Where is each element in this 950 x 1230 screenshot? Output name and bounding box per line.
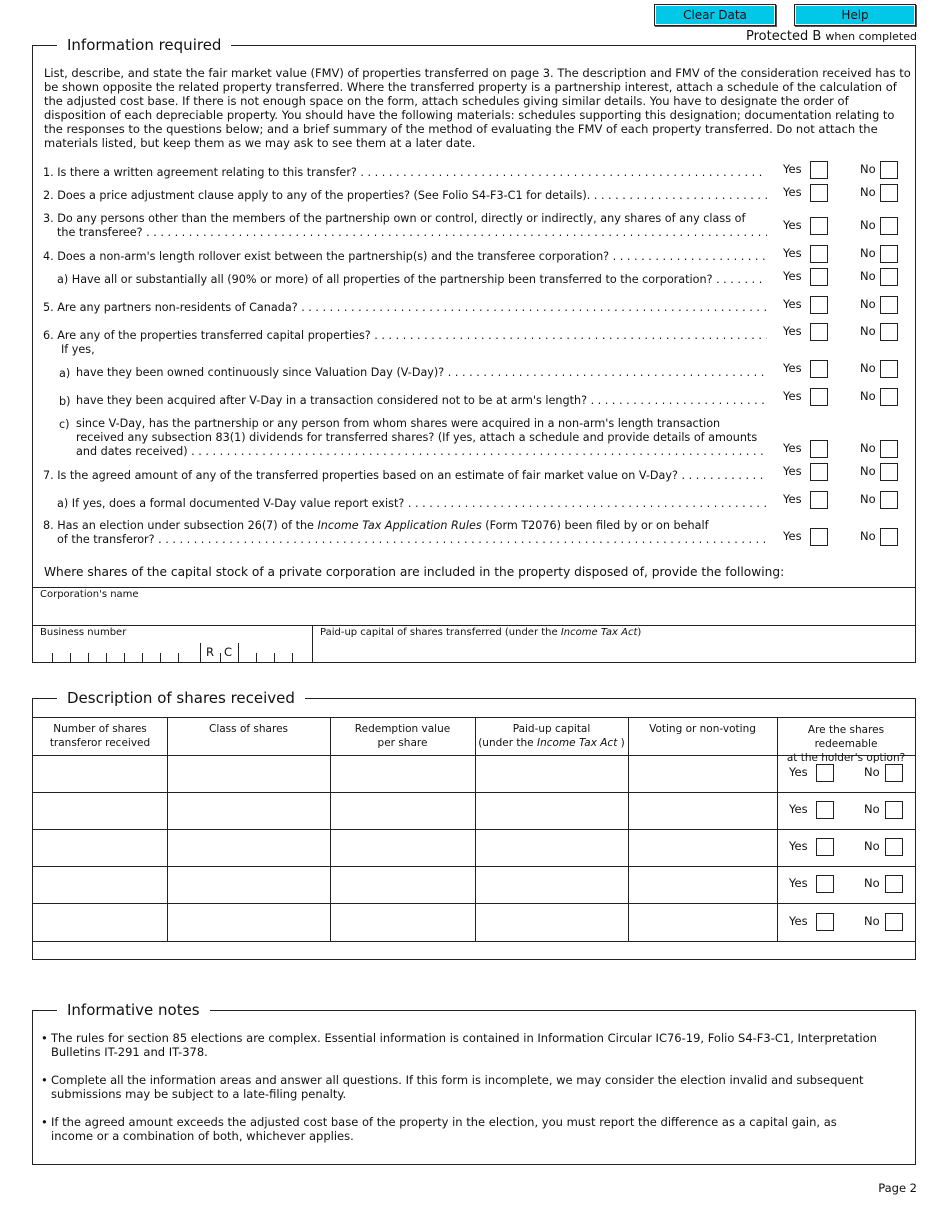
number-of-shares-input[interactable] <box>35 869 165 901</box>
yes-label: Yes <box>789 839 808 853</box>
q6b-text: have they been acquired after V-Day in a transaction considered not to be at arm's length? . . . <box>76 394 767 408</box>
question-8 <box>43 519 767 547</box>
yes-label: Yes <box>783 361 802 375</box>
description-of-shares-section <box>32 689 916 960</box>
no-label: No <box>860 269 876 283</box>
redeemable-no-checkbox[interactable] <box>885 913 903 931</box>
no-label: No <box>860 185 876 199</box>
q3-text-line1: 3. Do any persons other than the members of the partnership own or control, directly or indirectly, any shares of any class of <box>43 212 746 225</box>
q4a-no-checkbox[interactable] <box>880 268 898 286</box>
redeemable-no-checkbox[interactable] <box>885 764 903 782</box>
header-class-of-shares: Class of shares <box>209 723 288 735</box>
q6-yes-checkbox[interactable] <box>810 323 828 341</box>
number-of-shares-input[interactable] <box>35 906 165 939</box>
q8-italic: Income Tax Application Rules <box>317 519 482 532</box>
yes-label: Yes <box>783 492 802 506</box>
no-label: No <box>860 361 876 375</box>
note-3-line1: If the agreed amount exceeds the adjusted cost base of the property in the election, you must report the difference as a capital gain, as <box>51 1115 837 1129</box>
question-3 <box>43 212 767 240</box>
protected-suffix: when completed <box>825 30 917 43</box>
yes-label: Yes <box>783 389 802 403</box>
q2-no-checkbox[interactable] <box>880 184 898 202</box>
q6a-no-checkbox[interactable] <box>880 360 898 378</box>
redeemable-no-checkbox[interactable] <box>885 838 903 856</box>
h6-line2: at the holder's option? <box>786 752 906 764</box>
help-button[interactable]: Help <box>794 4 916 26</box>
yes-label: Yes <box>783 246 802 260</box>
question-6 <box>43 329 767 357</box>
question-7 <box>43 469 767 483</box>
q8-no-checkbox[interactable] <box>880 528 898 546</box>
redemption-value-input[interactable] <box>332 795 473 827</box>
yes-label: Yes <box>783 269 802 283</box>
note-1 <box>41 1031 901 1059</box>
q4-no-checkbox[interactable] <box>880 245 898 263</box>
no-label: No <box>864 765 880 779</box>
no-label: No <box>860 246 876 260</box>
redeemable-yes-checkbox[interactable] <box>816 801 834 819</box>
yes-label: Yes <box>789 802 808 816</box>
row-line <box>33 941 915 942</box>
q6c-text-line3: and dates received) . . . <box>76 445 767 459</box>
h4-line1: Paid-up capital <box>512 723 591 735</box>
number-of-shares-input[interactable] <box>35 795 165 827</box>
question-6c <box>76 417 767 459</box>
q8-text-line2: of the transferor? . . . <box>43 533 767 547</box>
paid-up-capital-input[interactable] <box>477 795 626 827</box>
information-required-title: Information required <box>57 36 231 54</box>
question-5 <box>43 301 767 315</box>
q4-yes-checkbox[interactable] <box>810 245 828 263</box>
q3-text-line2: the transferee? . . . <box>43 226 767 240</box>
q1-yes-checkbox[interactable] <box>810 161 828 179</box>
note-2 <box>41 1073 901 1101</box>
question-7a <box>57 497 767 511</box>
paid-up-capital-input[interactable] <box>477 832 626 864</box>
q5-no-checkbox[interactable] <box>880 296 898 314</box>
h1-line2: transferor received <box>49 737 151 749</box>
header-voting: Voting or non-voting <box>649 723 756 735</box>
yes-label: Yes <box>783 441 802 455</box>
yes-label: Yes <box>783 218 802 232</box>
paidup-pre: Paid-up capital of shares transferred (under the <box>320 627 558 638</box>
question-6b <box>76 394 767 408</box>
number-of-shares-input[interactable] <box>35 758 165 790</box>
question-1 <box>43 166 767 180</box>
question-6a <box>76 366 767 380</box>
q6c-text-line2: received any subsection 83(1) dividends for transferred shares? (If yes, attach a schedule and provide details of amounts <box>76 431 758 444</box>
q4a-yes-checkbox[interactable] <box>810 268 828 286</box>
q6-text: 6. Are any of the properties transferred capital properties? . . . <box>43 329 767 343</box>
yes-label: Yes <box>789 765 808 779</box>
note-3 <box>41 1115 901 1143</box>
q6c-yes-checkbox[interactable] <box>810 440 828 458</box>
q7-yes-checkbox[interactable] <box>810 463 828 481</box>
no-label: No <box>860 492 876 506</box>
q8-post: (Form T2076) been filed by or on behalf <box>485 519 709 532</box>
divider <box>33 625 915 626</box>
informative-notes-section <box>32 1001 916 1165</box>
corporation-name-label: Corporation's name <box>40 589 139 600</box>
yes-label: Yes <box>783 185 802 199</box>
q1-no-checkbox[interactable] <box>880 161 898 179</box>
paid-up-capital-input[interactable] <box>477 869 626 901</box>
protected-main: Protected B <box>746 29 822 44</box>
q6b-yes-checkbox[interactable] <box>810 388 828 406</box>
q8-text-line1 <box>43 519 767 533</box>
business-number-label: Business number <box>40 627 127 638</box>
q6b-letter: b) <box>59 395 71 408</box>
business-number-input[interactable] <box>33 643 312 663</box>
q7-no-checkbox[interactable] <box>880 463 898 481</box>
h6-line1: Are the shares redeemable <box>807 724 885 750</box>
q4-text: 4. Does a non-arm's length rollover exist between the partnership(s) and the transferee corporation? . . . <box>43 250 767 264</box>
q6c-text-line1: since V-Day, has the partnership or any person from whom shares were acquired in a non-arm's length transaction <box>76 417 721 430</box>
voting-input[interactable] <box>630 795 775 827</box>
q1-text: 1. Is there a written agreement relating to this transfer? . . . <box>43 166 767 180</box>
h4-post: ) <box>620 737 625 749</box>
yes-label: Yes <box>789 914 808 928</box>
h4-line2 <box>475 736 628 750</box>
paidup-italic: Income Tax Act <box>560 627 638 638</box>
redeemable-yes-checkbox[interactable] <box>816 764 834 782</box>
yes-label: Yes <box>789 876 808 890</box>
q7-text: 7. Is the agreed amount of any of the transferred properties based on an estimate of fair market value on V-Day? . . . <box>43 469 767 483</box>
paidup-post: ) <box>637 627 642 638</box>
q5-text: 5. Are any partners non-residents of Canada? . . . <box>43 301 767 315</box>
table-row <box>33 867 915 903</box>
voting-input[interactable] <box>630 758 775 790</box>
header-redemption-value <box>330 722 475 750</box>
h4-pre: (under the <box>478 737 534 749</box>
bullet-icon: • <box>41 1115 48 1129</box>
voting-input[interactable] <box>630 906 775 939</box>
redeemable-yes-checkbox[interactable] <box>816 875 834 893</box>
q6c-no-checkbox[interactable] <box>880 440 898 458</box>
bn-r: R <box>206 645 214 659</box>
class-of-shares-input[interactable] <box>169 795 328 827</box>
h1-line1: Number of shares <box>53 723 147 735</box>
yes-label: Yes <box>783 324 802 338</box>
no-label: No <box>864 839 880 853</box>
no-label: No <box>860 529 876 543</box>
paid-up-capital-input[interactable] <box>319 642 911 662</box>
redeemable-yes-checkbox[interactable] <box>816 838 834 856</box>
informative-notes-title: Informative notes <box>57 1001 210 1019</box>
q5-yes-checkbox[interactable] <box>810 296 828 314</box>
header-number-of-shares <box>33 722 167 750</box>
h3-line2: per share <box>377 737 428 749</box>
redemption-value-input[interactable] <box>332 832 473 864</box>
h3-line1: Redemption value <box>354 723 451 735</box>
question-2 <box>43 189 767 203</box>
divider <box>33 587 915 588</box>
no-label: No <box>860 218 876 232</box>
voting-input[interactable] <box>630 869 775 901</box>
redeemable-no-checkbox[interactable] <box>885 875 903 893</box>
yes-label: Yes <box>783 529 802 543</box>
header-paid-up-capital <box>475 722 628 750</box>
paid-up-capital-label <box>320 627 641 638</box>
divider <box>312 625 313 663</box>
redeemable-no-checkbox[interactable] <box>885 801 903 819</box>
yes-label: Yes <box>783 162 802 176</box>
q6a-text: have they been owned continuously since Valuation Day (V-Day)? . . . <box>76 366 767 380</box>
q6-no-checkbox[interactable] <box>880 323 898 341</box>
q7a-no-checkbox[interactable] <box>880 491 898 509</box>
question-4 <box>43 250 767 264</box>
no-label: No <box>860 441 876 455</box>
no-label: No <box>864 802 880 816</box>
no-label: No <box>860 389 876 403</box>
no-label: No <box>864 876 880 890</box>
q4a-text: a) Have all or substantially all (90% or more) of all properties of the partnership been transferred to the corporation? . . . <box>57 273 767 287</box>
table-top-line <box>33 717 915 718</box>
class-of-shares-input[interactable] <box>169 906 328 939</box>
q7a-text: a) If yes, does a formal documented V-Day value report exist? . . . <box>57 497 767 511</box>
q6-if-yes: If yes, <box>61 343 95 356</box>
no-label: No <box>860 324 876 338</box>
q2-text: 2. Does a price adjustment clause apply to any of the properties? (See Folio S4-F3-C1 for details). . . . <box>43 189 767 203</box>
q8-pre: 8. Has an election under subsection 26(7) of the <box>43 519 314 532</box>
class-of-shares-input[interactable] <box>169 758 328 790</box>
class-of-shares-input[interactable] <box>169 869 328 901</box>
table-row <box>33 904 915 941</box>
q2-yes-checkbox[interactable] <box>810 184 828 202</box>
bn-c: C <box>224 645 233 659</box>
note-3-text <box>51 1115 901 1143</box>
redeemable-yes-checkbox[interactable] <box>816 913 834 931</box>
question-4a <box>57 273 767 287</box>
q3-yes-checkbox[interactable] <box>810 217 828 235</box>
redemption-value-input[interactable] <box>332 758 473 790</box>
redemption-value-input[interactable] <box>332 906 473 939</box>
page-number: Page 2 <box>878 1181 917 1195</box>
note-1-text: The rules for section 85 elections are complex. Essential information is contained in Information Circular IC76-19, Folio S4-F3-C1, Interpretation Bulletins IT-291 and IT-378. <box>51 1031 877 1059</box>
table-row <box>33 756 915 792</box>
no-label: No <box>864 914 880 928</box>
voting-input[interactable] <box>630 832 775 864</box>
shares-intro: Where shares of the capital stock of a private corporation are included in the property disposed of, provide the following: <box>44 565 785 579</box>
clear-data-button[interactable]: Clear Data <box>654 4 776 26</box>
class-of-shares-input[interactable] <box>169 832 328 864</box>
table-row <box>33 830 915 866</box>
q6a-letter: a) <box>59 367 71 380</box>
no-label: No <box>860 297 876 311</box>
q6a-yes-checkbox[interactable] <box>810 360 828 378</box>
paid-up-capital-input[interactable] <box>477 758 626 790</box>
bullet-icon: • <box>41 1073 48 1087</box>
q3-no-checkbox[interactable] <box>880 217 898 235</box>
note-3-line2: income or a combination of both, whichever applies. <box>51 1129 354 1143</box>
table-row <box>33 793 915 829</box>
q7a-yes-checkbox[interactable] <box>810 491 828 509</box>
corporation-name-input[interactable] <box>39 602 909 624</box>
q8-yes-checkbox[interactable] <box>810 528 828 546</box>
intro-paragraph: List, describe, and state the fair market value (FMV) of properties transferred on page 3. The description and FMV of the consideration received has to be shown opposite the related property transferred. Where the transferred property is a partnership interest, attach a schedule of the calculation of the adjusted cost base. If there is not enough space on the form, attach schedules giving similar details. You have to designate the order of disposition of each depreciable property. You should have the following materials: schedules supporting this designation; documentation relating to the responses to the questions below; and a brief summary of the method of evaluating the FMV of each property transferred. Do not attach the materials listed, but keep them as we may ask to see them at a later date. <box>44 66 911 150</box>
protected-b-label <box>746 29 917 44</box>
no-label: No <box>860 464 876 478</box>
yes-label: Yes <box>783 297 802 311</box>
redemption-value-input[interactable] <box>332 869 473 901</box>
paid-up-capital-input[interactable] <box>477 906 626 939</box>
q6b-no-checkbox[interactable] <box>880 388 898 406</box>
description-of-shares-title: Description of shares received <box>57 689 305 707</box>
number-of-shares-input[interactable] <box>35 832 165 864</box>
bullet-icon: • <box>41 1031 48 1045</box>
h4-italic: Income Tax Act <box>536 737 618 749</box>
no-label: No <box>860 162 876 176</box>
yes-label: Yes <box>783 464 802 478</box>
q6c-letter: c) <box>59 418 70 431</box>
note-2-text: Complete all the information areas and answer all questions. If this form is incomplete, we may consider the election invalid and subsequent submissions may be subject to a late-filing penalty. <box>51 1073 864 1101</box>
